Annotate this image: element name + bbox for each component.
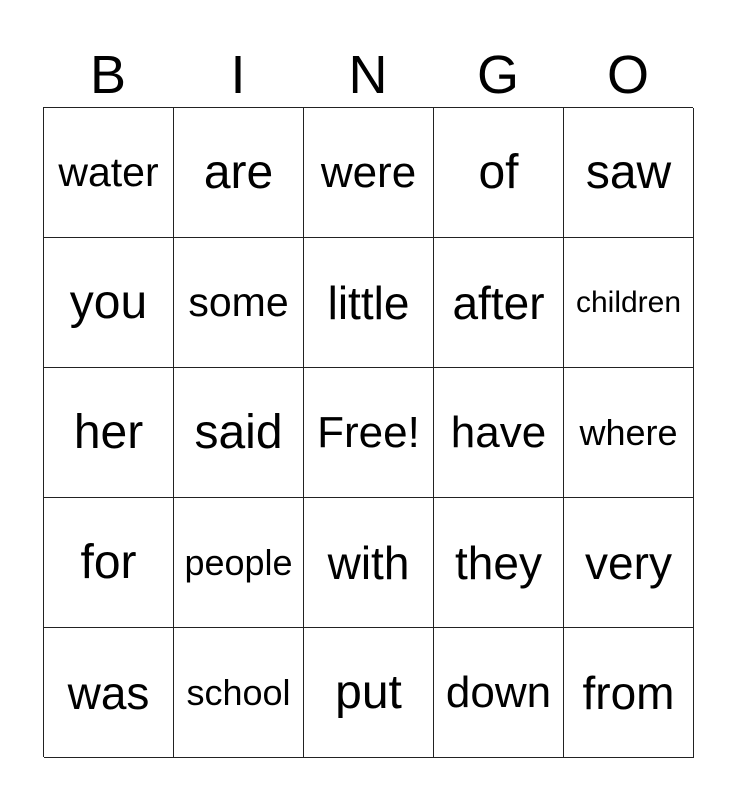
bingo-board xyxy=(43,107,693,757)
header-letter-b: B xyxy=(89,45,127,105)
bingo-cell[interactable]: people xyxy=(174,498,304,628)
bingo-cell[interactable]: saw xyxy=(564,108,694,238)
bingo-cell[interactable]: little xyxy=(304,238,434,368)
bingo-cell[interactable]: down xyxy=(434,628,564,758)
bingo-cell[interactable]: her xyxy=(44,368,174,498)
bingo-cell[interactable]: where xyxy=(564,368,694,498)
bingo-cell[interactable]: put xyxy=(304,628,434,758)
bingo-cell[interactable]: some xyxy=(174,238,304,368)
bingo-cell[interactable]: were xyxy=(304,108,434,238)
bingo-cell[interactable]: very xyxy=(564,498,694,628)
bingo-cell[interactable]: for xyxy=(44,498,174,628)
bingo-cell[interactable]: children xyxy=(564,238,694,368)
bingo-cell[interactable]: after xyxy=(434,238,564,368)
bingo-cell[interactable]: said xyxy=(174,368,304,498)
bingo-cell[interactable]: you xyxy=(44,238,174,368)
bingo-header xyxy=(43,44,693,106)
bingo-cell[interactable]: school xyxy=(174,628,304,758)
header-letter-g: G xyxy=(476,45,519,105)
bingo-cell[interactable]: was xyxy=(44,628,174,758)
bingo-cell[interactable]: with xyxy=(304,498,434,628)
bingo-cell free-space[interactable]: Free! xyxy=(304,368,434,498)
bingo-cell[interactable]: are xyxy=(174,108,304,238)
bingo-cell[interactable]: they xyxy=(434,498,564,628)
header-letter-i: I xyxy=(230,45,246,105)
bingo-cell[interactable]: from xyxy=(564,628,694,758)
bingo-cell[interactable]: have xyxy=(434,368,564,498)
bingo-cell[interactable]: of xyxy=(434,108,564,238)
header-letter-o: O xyxy=(606,45,649,105)
header-letter-n: N xyxy=(348,45,388,105)
bingo-cell[interactable]: water xyxy=(44,108,174,238)
